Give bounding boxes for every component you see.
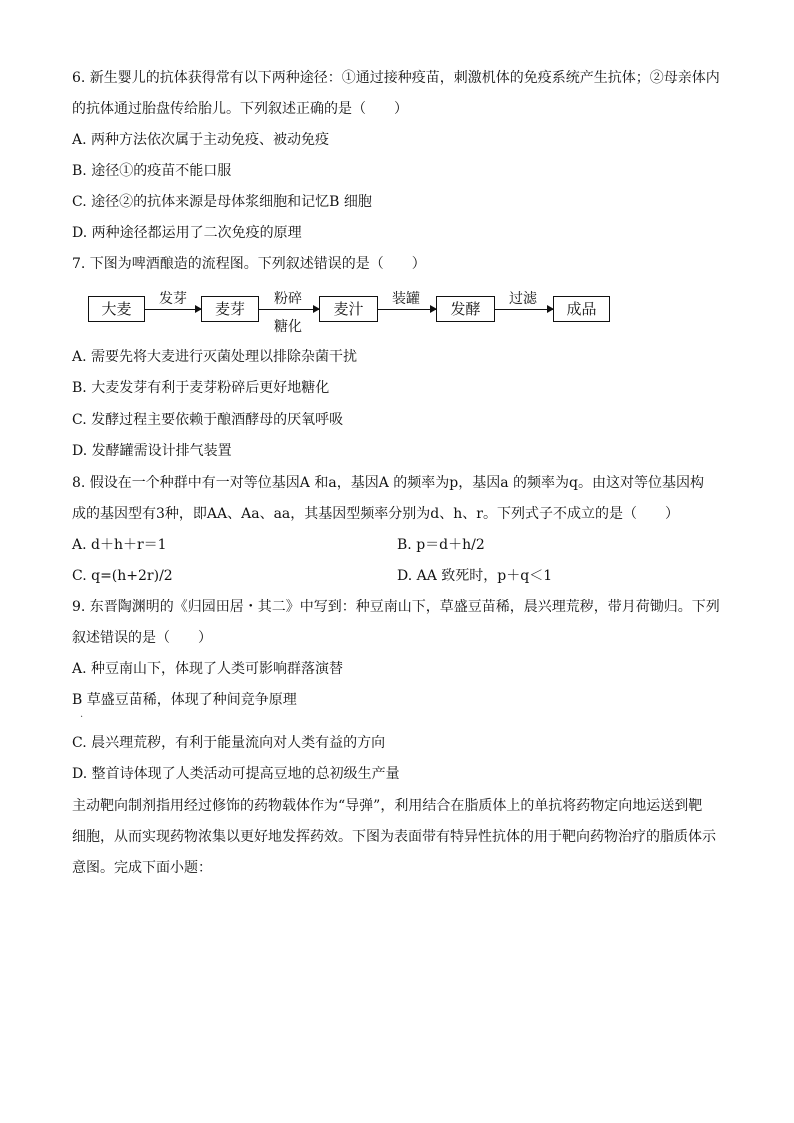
flow-box-wort: 麦汁 <box>319 296 378 322</box>
q8-stem-line1: 8. 假设在一个种群中有一对等位基因A 和a，基因A 的频率为p，基因a 的频率为q。由这对等位基因构 <box>72 475 704 491</box>
q6-option-d: D. 两种途径都运用了二次免疫的原理 <box>72 225 302 241</box>
q6-option-a: A. 两种方法依次属于主动免疫、被动免疫 <box>72 132 330 148</box>
q8-option-c: C. q=(h+2r)/2 <box>72 568 173 584</box>
q7-option-b: B. 大麦发芽有利于麦芽粉碎后更好地糖化 <box>72 380 330 396</box>
q8-stem-line2: 成的基因型有3种，即AA、Aa、aa，其基因型频率分别为d、h、r。下列式子不成立的是（ ） <box>72 506 679 522</box>
flow-arrow-4 <box>495 309 553 310</box>
flow-label-sprout: 发芽 <box>159 291 187 307</box>
flow-box-ferment: 发酵 <box>436 296 495 322</box>
q6-stem-line2: 的抗体通过胎盘传给胎儿。下列叙述正确的是（ ） <box>72 101 408 117</box>
q7-option-c: C. 发酵过程主要依赖于酿酒酵母的厌氧呼吸 <box>72 412 344 428</box>
flow-box-product: 成品 <box>553 296 610 322</box>
q9-option-c: C. 晨兴理荒秽，有利于能量流向对人类有益的方向 <box>72 735 386 751</box>
q8-option-a: A. d＋h＋r＝1 <box>72 537 167 553</box>
passage-line2: 细胞，从而实现药物浓集以更好地发挥药效。下图为表面带有特异性抗体的用于靶向药物治疗的脂质体示 <box>72 829 716 845</box>
flow-label-crush: 粉碎 <box>274 291 302 307</box>
q9-option-d: D. 整首诗体现了人类活动可提高豆地的总初级生产量 <box>72 766 400 782</box>
flow-label-filter: 过滤 <box>509 291 537 307</box>
q7-option-d: D. 发酵罐需设计排气装置 <box>72 443 232 459</box>
q9-stem-line2: 叙述错误的是（ ） <box>72 630 212 646</box>
q6-option-b: B. 途径①的疫苗不能口服 <box>72 163 232 179</box>
q9-option-b: B 草盛豆苗稀，体现了种间竞争原理 <box>72 692 297 708</box>
passage-line3: 意图。完成下面小题： <box>72 860 212 876</box>
q6-option-c: C. 途径②的抗体来源是母体浆细胞和记忆B 细胞 <box>72 194 372 210</box>
q9-stem-line1: 9. 东晋陶渊明的《归园田居・其二》中写到：种豆南山下，草盛豆苗稀，晨兴理荒秽，带月荷锄归。下列 <box>72 599 720 615</box>
q9-option-a: A. 种豆南山下，体现了人类可影响群落演替 <box>72 661 344 677</box>
flow-box-malt: 麦芽 <box>201 296 259 322</box>
brewing-flowchart <box>88 290 628 338</box>
flow-label-saccharify: 糖化 <box>274 319 302 335</box>
flow-arrow-1 <box>145 309 201 310</box>
flow-box-barley: 大麦 <box>88 296 145 322</box>
flow-arrow-3 <box>378 309 436 310</box>
flow-arrow-2 <box>259 309 319 310</box>
q7-option-a: A. 需要先将大麦进行灭菌处理以排除杂菌干扰 <box>72 349 358 365</box>
stray-mark: · <box>80 712 84 723</box>
flow-label-can: 装罐 <box>392 291 420 307</box>
q8-option-b: B. p＝d＋h/2 <box>397 537 485 553</box>
q7-stem: 7. 下图为啤酒酿造的流程图。下列叙述错误的是（ ） <box>72 256 426 272</box>
passage-line1: 主动靶向制剂指用经过修饰的药物载体作为“导弹”，利用结合在脂质体上的单抗将药物定向地运送到靶 <box>72 798 703 814</box>
q8-option-d: D. AA 致死时，p＋q＜1 <box>397 568 553 584</box>
q6-stem-line1: 6. 新生婴儿的抗体获得常有以下两种途径：①通过接种疫苗，刺激机体的免疫系统产生抗体；②母亲体内 <box>72 70 720 86</box>
